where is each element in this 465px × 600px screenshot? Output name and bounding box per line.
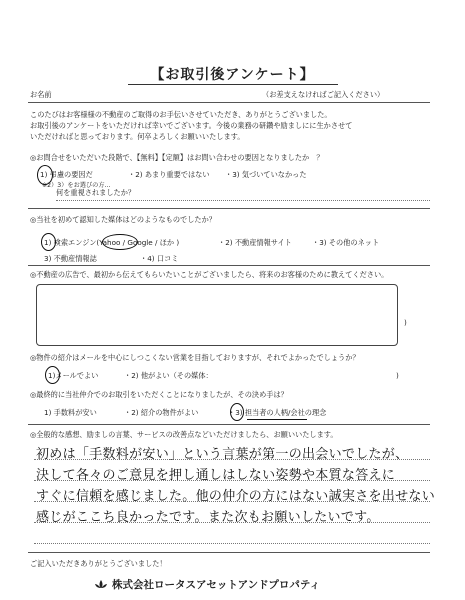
q1-option-note: ※2）3）をお選びの方… xyxy=(42,182,111,189)
q4-option-2[interactable]: ・2) 他がよい（その媒体： xyxy=(124,371,213,380)
q1-option-3[interactable]: ・3) 気づいていなかった xyxy=(225,170,307,179)
q2-option-5[interactable]: ・4) 口コミ xyxy=(140,254,179,263)
q5-option-3[interactable]: ・3) 担当者の人柄/会社の理念 xyxy=(228,408,327,417)
q1-sub-question: 何を重視されましたか？ xyxy=(56,188,136,197)
name-field-line[interactable] xyxy=(28,102,430,103)
q2-separator xyxy=(28,265,430,266)
q1-choice-circle xyxy=(37,165,53,185)
company-name: 株式会社ロータスアセットアンドプロパティ xyxy=(112,579,321,591)
intro-line-2: お取引後のアンケートをいただければ幸いでございます。今後の業務の研鑽や励ましにに生かさせて xyxy=(30,121,353,130)
page-title: 【お取引後アンケート】 xyxy=(150,67,315,83)
q2-question: ◎当社を初めて認知した媒体はどのようなものでしたか？ xyxy=(30,215,216,224)
q3-question: ◎不動産の広告で、最初から伝えてもらいたいことがございましたら、将来のお客様のために教えてください。 xyxy=(30,270,389,279)
q6-question: ◎全般的な感想、励ましの言葉、サービスの改善点などいただけましたら、お願いいたします。 xyxy=(30,430,338,439)
q5-option-2[interactable]: ・2) 紹介の物件がよい xyxy=(124,408,199,417)
q1-option-1[interactable]: 1) 弔慮の要因だ xyxy=(40,170,93,179)
q5-question: ◎最終的に当社仲介でのお取引をいただくことになりましたが、その決め手は？ xyxy=(30,390,288,399)
q4-option-1[interactable]: 1)メールでよい xyxy=(48,371,99,380)
intro-line-3: いただければと思っております。何卒よろしくお願いいたします。 xyxy=(30,132,245,141)
q3-box-bracket: ) xyxy=(404,318,407,327)
q5-separator xyxy=(28,424,430,425)
name-label: お名前 xyxy=(30,90,52,99)
q4-choice-circle xyxy=(45,366,60,384)
q1-option-2[interactable]: ・2) あまり重要ではない xyxy=(128,170,210,179)
title-underline xyxy=(128,84,338,85)
intro-line-1: このたびはお客様様の不動産のご取得のお手伝いさせていただき、ありがとうございました。 xyxy=(30,110,332,119)
handwritten-line-4: 感じがここち良かったです。また次もお願いしたいです。 xyxy=(36,510,380,525)
q1-separator xyxy=(28,208,430,209)
q6-line-5 xyxy=(34,543,430,544)
q2-option-1[interactable]: 1) 検索エンジン(Yahoo / Google / ほか ) xyxy=(44,238,180,247)
q6-separator xyxy=(28,552,430,553)
q5-option-1[interactable]: 1) 手数料が安い xyxy=(44,408,97,417)
name-note: （お差支えなければご記入ください） xyxy=(262,90,385,99)
q1-answer-line[interactable] xyxy=(56,200,430,201)
q4-option-2-close: ) xyxy=(396,371,399,380)
q4-question: ◎物件の紹介はメールを中心にしつこくない営業を目指しておりますが、それでよかったでしょうか？ xyxy=(30,353,360,362)
q1-question: ◎お問合せをいただいた段階で、【無料】【定額】はお問い合わせの要因となりましたか ？ xyxy=(30,153,324,162)
lotus-logo-icon xyxy=(94,579,108,589)
handwritten-line-1: 初めは「手数料が安い」という言葉が第一の出会いでしたが、 xyxy=(36,447,409,462)
q3-answer-box[interactable] xyxy=(36,284,398,346)
q2-yahoo-circle xyxy=(102,234,138,250)
q2-option-3[interactable]: ・3) その他のネット xyxy=(312,238,380,247)
handwritten-line-3: すぐに信頼を感じました。他の仲介の方にはない誠実さを出せない xyxy=(36,489,436,504)
q2-choice-circle xyxy=(41,233,56,251)
handwritten-line-2: 決して各々のご意見を押し通しはしない姿勢や本質な答えに xyxy=(36,468,396,483)
thanks-text: ご記入いただきありがとうございました！ xyxy=(30,559,167,568)
q2-option-2[interactable]: ・2) 不動産情報サイト xyxy=(218,238,292,247)
q2-option-4[interactable]: 3) 不動産情報誌 xyxy=(44,254,97,263)
q5-choice-circle xyxy=(230,403,244,421)
q5-underline-mark xyxy=(247,419,307,420)
